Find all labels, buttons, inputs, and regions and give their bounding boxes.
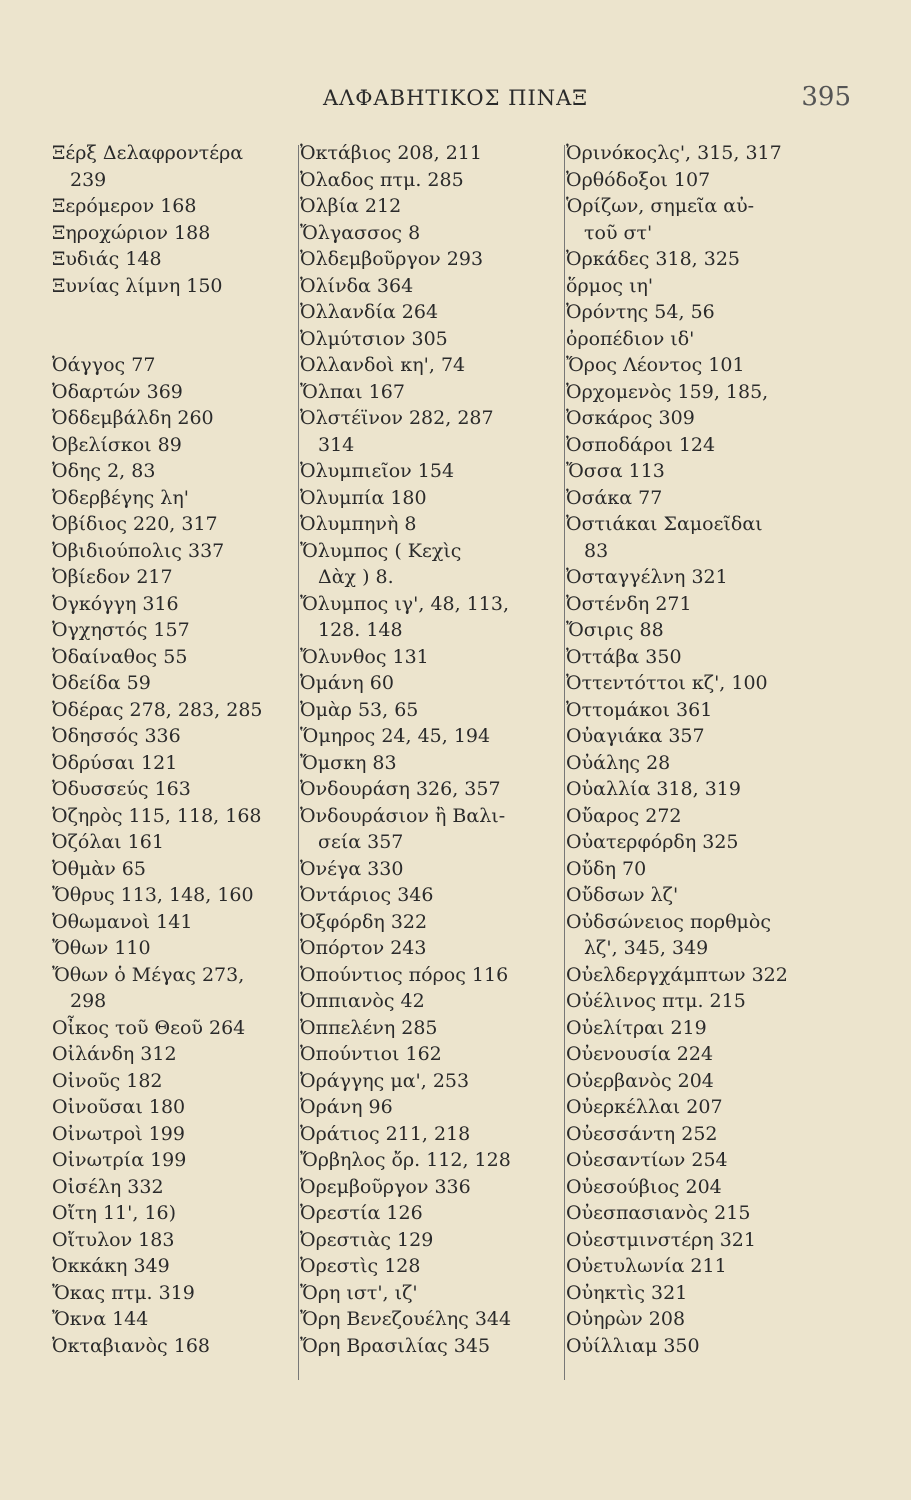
- index-entry: Ὀττάβα 350: [566, 645, 682, 668]
- index-entry: Ξέρξ Δελαφροντέρα: [52, 142, 244, 164]
- index-entry: Οὐαγιάκα 357: [566, 725, 705, 747]
- index-entry: Οὐάλης 28: [566, 751, 671, 774]
- index-entry: Ὀσάκα 77: [566, 486, 663, 509]
- index-entry: Οὔδη 70: [566, 857, 647, 880]
- index-entry: 314: [318, 433, 355, 456]
- index-entry: Ὀπούντιος πόρος 116: [300, 963, 509, 986]
- index-entry: Δὰχ ) 8.: [318, 566, 394, 588]
- index-entry: Ὀσταγγέλνη 321: [566, 566, 728, 588]
- index-entry: Ὄλγασσος 8: [300, 221, 421, 244]
- index-column-2: [300, 140, 566, 1359]
- index-entry: Οἰλάνδη 312: [52, 1043, 177, 1065]
- index-entry: Ὀππιανὸς 42: [300, 990, 425, 1012]
- index-entry: Ὀβίδιος 220, 317: [52, 513, 218, 535]
- index-entry: Οὐεσσάντη 252: [566, 1122, 718, 1145]
- index-column-3: [566, 140, 866, 1359]
- index-entry: Οὐεστμινστέρη 321: [566, 1228, 756, 1251]
- index-entry: Ὄλυνθος 131: [300, 645, 429, 668]
- index-entry: Ὀλαδος πτμ. 285: [300, 168, 464, 191]
- index-entry: Ὀλυμπιεῖον 154: [300, 460, 455, 482]
- index-entry: Ὀκταβιανὸς 168: [52, 1334, 210, 1357]
- index-entry: 128. 148: [318, 619, 403, 641]
- index-entry: Ὀβελίσκοι 89: [52, 433, 182, 456]
- index-entry: Οὐηρὼν 208: [566, 1308, 686, 1330]
- index-entry: Ὄρος Λέοντος 101: [566, 354, 745, 376]
- index-entry: Ὀνέγα 330: [300, 857, 404, 880]
- index-column-1: [52, 140, 295, 1359]
- index-entry: Ὀδησσός 336: [52, 725, 181, 747]
- index-entry: Ὀδέρας 278, 283, 285: [52, 698, 263, 721]
- index-entry: Ὀγχηστός 157: [52, 619, 190, 641]
- index-entry: Ὀθωμανοὶ 141: [52, 910, 193, 933]
- index-entry: Ὀδδεμβάλδη 260: [52, 407, 214, 429]
- index-entry: Οἰνωτροὶ 199: [52, 1122, 185, 1145]
- index-entry: Ὀρεστιὰς 129: [300, 1228, 434, 1251]
- index-entry: Ὀνδουράση 326, 357: [300, 778, 501, 800]
- index-entry: Ξυδιάς 148: [52, 248, 162, 270]
- page-header: [60, 82, 851, 118]
- section-gap: [52, 299, 295, 352]
- index-entry: Ὄρη ιστ', ιζ': [300, 1281, 418, 1304]
- index-entry: ὀροπέδιον ιδ': [566, 327, 695, 350]
- index-entry: Ὀλδεμβοῦργον 293: [300, 248, 484, 270]
- column-divider: [298, 145, 299, 1380]
- index-entry: Οὐερκέλλαι 207: [566, 1096, 723, 1118]
- index-entry: Ὀράνη 96: [300, 1096, 393, 1118]
- index-entry: τοῦ στ': [584, 221, 653, 244]
- index-entry: Ὀλυμπία 180: [300, 486, 427, 509]
- index-entry: Οὐδσώνειος πορθμὸς: [566, 910, 771, 933]
- index-entry: Ὀρινόκοςλς', 315, 317: [566, 142, 782, 164]
- index-entry: Οὔαρος 272: [566, 804, 682, 827]
- index-entry: Οὐεσαντίων 254: [566, 1149, 728, 1171]
- index-entry: Ὄκας πτμ. 319: [52, 1281, 195, 1304]
- index-entry: Ὄρβηλος ὄρ. 112, 128: [300, 1149, 511, 1171]
- index-entry: Ὀζηρὸς 115, 118, 168: [52, 804, 262, 827]
- index-entry: Ὀζόλαι 161: [52, 831, 164, 853]
- index-entry: Ὀρεστὶς 128: [300, 1255, 421, 1277]
- index-entry: σεία 357: [318, 831, 404, 853]
- index-entry: Ὀλλανδοὶ κη', 74: [300, 354, 466, 376]
- index-entry: Ὄρη Βενεζουέλης 344: [300, 1308, 512, 1330]
- index-entry: 298: [70, 990, 107, 1012]
- index-entry: Ὄρη Βρασιλίας 345: [300, 1334, 491, 1357]
- index-entry: Ὄλυμπος ιγ', 48, 113,: [300, 592, 510, 615]
- index-entry: Ὀλστέϊνον 282, 287: [300, 407, 494, 429]
- index-entry: Ὀπόρτον 243: [300, 937, 427, 959]
- index-entry: Ὀμὰρ 53, 65: [300, 698, 419, 721]
- index-entry: Ὀάγγος 77: [52, 354, 156, 376]
- index-entry: Ὀττεντόττοι κζ', 100: [566, 672, 768, 694]
- index-entry: Οὐελδεργχάμπτων 322: [566, 963, 788, 986]
- index-entry: Ὀστιάκαι Σαμοεῖδαι: [566, 513, 763, 535]
- index-entry: Οἰνωτρία 199: [52, 1149, 187, 1171]
- index-entry: Ὀρεμβοῦργον 336: [300, 1175, 471, 1198]
- index-entry: Ξυνίας λίμνη 150: [52, 274, 223, 297]
- index-entry: Οὐεσούβιος 204: [566, 1175, 722, 1198]
- index-entry: Οὐίλλιαμ 350: [566, 1334, 700, 1357]
- index-entry: Ὀβίεδον 217: [52, 566, 173, 588]
- index-entry: Ὄσιρις 88: [566, 619, 664, 641]
- index-entry: Οὐενουσία 224: [566, 1043, 714, 1065]
- index-entry: Ὄλπαι 167: [300, 380, 405, 403]
- index-entry: Ξερόμερον 168: [52, 195, 197, 217]
- index-entry: Ὀξφόρδη 322: [300, 910, 428, 933]
- index-entry: Ὀβιδιούπολις 337: [52, 539, 225, 562]
- index-entry: Οὐετυλωνία 211: [566, 1255, 727, 1277]
- index-entry: Οἰσέλη 332: [52, 1175, 164, 1198]
- index-entry: Ὀδαίναθος 55: [52, 645, 188, 668]
- index-entry: Ὄμσκη 83: [300, 751, 397, 774]
- index-entry: Οὐεσπασιανὸς 215: [566, 1202, 751, 1224]
- index-entry: Ὀνδουράσιον ἢ Βαλι-: [300, 804, 506, 827]
- index-entry: Ὄκνα 144: [52, 1308, 149, 1330]
- index-entry: Ὀρθόδοξοι 107: [566, 168, 711, 191]
- index-entry: Ὀλλανδία 264: [300, 301, 439, 323]
- index-entry: Ὀδης 2, 83: [52, 460, 156, 482]
- index-entry: Ὀράγγης μα', 253: [300, 1069, 470, 1092]
- index-entry: Ὄθων 110: [52, 937, 151, 959]
- index-entry: Ὀστένδη 271: [566, 592, 692, 615]
- page-number: 395: [801, 82, 851, 112]
- index-entry: Οἴτυλον 183: [52, 1228, 175, 1251]
- index-entry: Ὄθρυς 113, 148, 160: [52, 884, 254, 906]
- index-entry: Ὀδυσσεύς 163: [52, 778, 191, 800]
- index-entry: Ὀντάριος 346: [300, 884, 434, 906]
- index-entry: Ὀρεστία 126: [300, 1202, 423, 1224]
- index-entry: Ὀδείδα 59: [52, 672, 151, 694]
- index-entry: 239: [70, 168, 107, 191]
- index-entry: Οὐαλλία 318, 319: [566, 778, 741, 800]
- index-entry: Ὀλβία 212: [300, 195, 402, 217]
- index-entry: Ὀππελένη 285: [300, 1016, 438, 1039]
- index-entry: Οὐατερφόρδη 325: [566, 831, 739, 853]
- index-entry: Ὀδαρτών 369: [52, 380, 183, 403]
- page-title: ΑΛΦΑΒΗΤΙΚΟΣ ΠΙΝΑΞ: [322, 86, 589, 110]
- index-entry: Ὅμηρος 24, 45, 194: [300, 725, 491, 747]
- index-entry: Οἰνοῦς 182: [52, 1069, 163, 1092]
- index-entry: Ὀττομάκοι 361: [566, 698, 713, 721]
- index-entry: Ξηροχώριον 188: [52, 221, 211, 244]
- index-entry: Οἴτη 11', 16): [52, 1202, 177, 1224]
- index-entry: Ὀρκάδες 318, 325: [566, 248, 741, 270]
- index-entry: Οἰνοῦσαι 180: [52, 1096, 186, 1118]
- index-entry: Ὀρόντης 54, 56: [566, 301, 715, 323]
- index-entry: Ὄθων ὁ Μέγας 273,: [52, 963, 245, 986]
- index-entry: Ὀθμὰν 65: [52, 857, 146, 880]
- index-entry: λζ', 345, 349: [584, 937, 709, 959]
- index-entry: Ὀσποδάροι 124: [566, 433, 716, 456]
- index-entry: Οὔδσων λζ': [566, 884, 679, 906]
- index-entry: Ὀκτάβιος 208, 211: [300, 142, 482, 164]
- index-entry: Ὀδερβέγης λη': [52, 486, 189, 509]
- index-entry: Οὐελίτραι 219: [566, 1016, 707, 1039]
- index-entry: Ὀγκόγγη 316: [52, 592, 179, 615]
- index-entry: Ὀλυμπηνὴ 8: [300, 513, 417, 535]
- index-entry: Ὀσκάρος 309: [566, 407, 695, 429]
- index-entry: Οὐηκτὶς 321: [566, 1281, 688, 1304]
- index-entry: Οὐέλινος πτμ. 215: [566, 990, 746, 1012]
- index-entry: Ὄλυμπος ( Κεχὶς: [300, 539, 462, 562]
- index-entry: Ὀλμύτσιον 305: [300, 327, 448, 350]
- index-entry: Ὀράτιος 211, 218: [300, 1122, 471, 1145]
- index-entry: 83: [584, 539, 609, 562]
- index-entry: Ὀδρύσαι 121: [52, 751, 178, 774]
- index-entry: Οἶκος τοῦ Θεοῦ 264: [52, 1016, 246, 1039]
- index-entry: Ὀκκάκη 349: [52, 1255, 170, 1277]
- index-entry: Οὐερβανὸς 204: [566, 1069, 714, 1092]
- index-entry: Ὄσσα 113: [566, 460, 665, 482]
- index-entry: Ὀλίνδα 364: [300, 274, 414, 297]
- index-entry: Ὀμάνη 60: [300, 672, 394, 694]
- index-entry: Ὁρίζων, σημεῖα αὐ-: [566, 195, 755, 217]
- index-entry: ὅρμος ιη': [566, 274, 654, 297]
- index-entry: Ὀπούντιοι 162: [300, 1043, 442, 1065]
- index-entry: Ὀρχομενὸς 159, 185,: [566, 380, 769, 403]
